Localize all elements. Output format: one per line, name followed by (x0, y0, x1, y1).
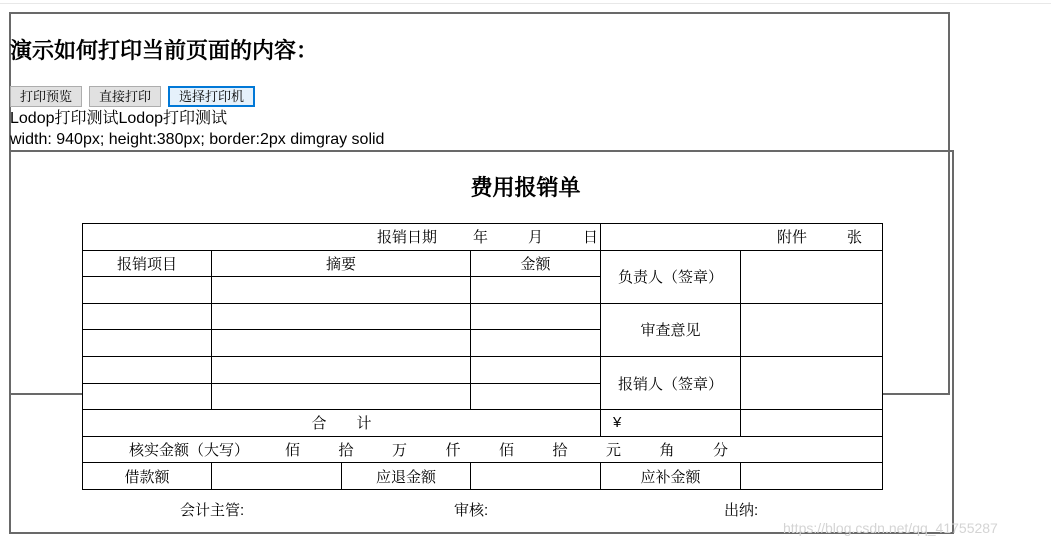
unit-wan: 万 (392, 442, 408, 460)
attachments-label: 附件 (776, 229, 807, 247)
review-label: 审查意见 (601, 303, 741, 356)
claimant-sign-cell[interactable] (741, 356, 883, 409)
reimburse-date-cell (83, 224, 601, 251)
claimant-label: 报销人（签章） (601, 356, 741, 409)
item-cell[interactable] (83, 303, 212, 330)
verified-amount-label: 核实金额（大写） (129, 442, 250, 460)
refund-value-cell[interactable] (471, 463, 601, 490)
amount-cell[interactable] (471, 303, 601, 330)
summary-header: 摘要 (212, 250, 471, 277)
print-button-row (10, 86, 255, 107)
auditor-label: 审核: (454, 502, 489, 519)
summary-cell[interactable] (212, 383, 471, 410)
loan-label: 借款额 (83, 463, 212, 490)
total-value-cell[interactable] (741, 410, 883, 437)
unit-yuan: 元 (606, 442, 622, 460)
page-heading: 演示如何打印当前页面的内容： (10, 38, 319, 63)
item-cell[interactable] (83, 383, 212, 410)
summary-cell[interactable] (212, 330, 471, 357)
box-style-text: width: 940px; height:380px; border:2px dimgray solid (10, 131, 385, 148)
amount-header: 金额 (471, 250, 601, 277)
attachments-cell (601, 224, 883, 251)
unit-fen: 分 (713, 442, 729, 460)
accountant-label: 会计主管: (180, 502, 245, 519)
item-cell[interactable] (83, 277, 212, 304)
direct-print-button[interactable]: 直接打印 (89, 86, 161, 107)
responsible-label: 负责人（签章） (601, 250, 741, 303)
header-row (83, 250, 883, 277)
window-top-divider (0, 3, 1051, 4)
date-row (83, 224, 883, 251)
unit-bai: 佰 (499, 442, 515, 460)
amount-cell[interactable] (471, 277, 601, 304)
unit-shi: 拾 (338, 442, 354, 460)
item-row (83, 303, 883, 330)
summary-cell[interactable] (212, 356, 471, 383)
cashier-label: 出纳: (724, 502, 759, 519)
total-row (83, 410, 883, 437)
expense-table (82, 223, 883, 490)
item-row (83, 356, 883, 383)
supplement-label: 应补金额 (601, 463, 741, 490)
unit-qian: 仟 (445, 442, 461, 460)
watermark-text: https://blog.csdn.net/qq_41755287 (783, 520, 998, 536)
sheets-label: 张 (846, 229, 862, 247)
loan-value-cell[interactable] (212, 463, 342, 490)
total-currency: ¥ (601, 410, 741, 437)
summary-cell[interactable] (212, 303, 471, 330)
print-preview-button[interactable]: 打印预览 (10, 86, 82, 107)
month-label: 月 (527, 229, 543, 247)
amount-cell[interactable] (471, 330, 601, 357)
item-header: 报销项目 (83, 250, 212, 277)
amount-cell[interactable] (471, 356, 601, 383)
verified-amount-row (83, 436, 883, 463)
unit-shi: 拾 (552, 442, 568, 460)
supplement-value-cell[interactable] (741, 463, 883, 490)
day-label: 日 (582, 229, 598, 247)
unit-jiao: 角 (659, 442, 675, 460)
total-label: 合 计 (83, 410, 601, 437)
year-label: 年 (472, 229, 488, 247)
item-cell[interactable] (83, 356, 212, 383)
lodop-test-text: Lodop打印测试Lodop打印测试 (10, 110, 227, 127)
review-cell[interactable] (741, 303, 883, 356)
verified-amount-cell (83, 436, 883, 463)
amount-cell[interactable] (471, 383, 601, 410)
summary-cell[interactable] (212, 277, 471, 304)
date-label: 报销日期 (376, 229, 437, 247)
item-cell[interactable] (83, 330, 212, 357)
settlement-row (83, 463, 883, 490)
form-title: 费用报销单 (470, 175, 581, 200)
refund-label: 应退金额 (342, 463, 471, 490)
unit-bai: 佰 (285, 442, 301, 460)
responsible-sign-cell[interactable] (741, 250, 883, 303)
choose-printer-button[interactable]: 选择打印机 (168, 86, 255, 107)
signature-row (0, 501, 1051, 521)
